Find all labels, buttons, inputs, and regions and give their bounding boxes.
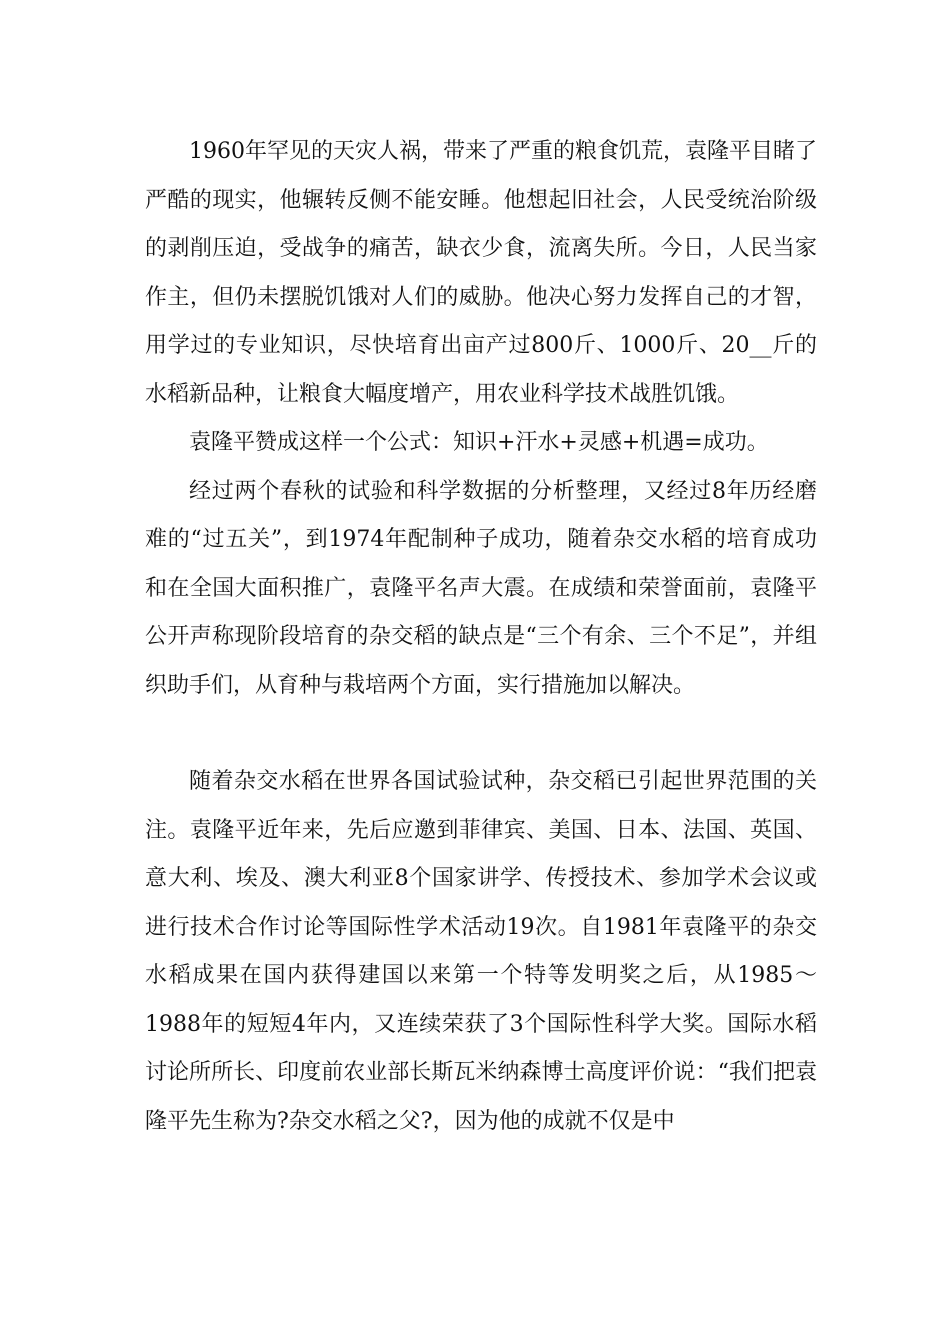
paragraph-international: 随着杂交水稻在世界各国试验试种，杂交稻已引起世界范围的关注。袁隆平近年来，先后应邀到菲律宾、美国、日本、法国、英国、意大利、埃及、澳大利亚8个国家讲学、传授技术、参加学术会议或进行技术合作讨论等国际性学术活动19次。自1981年袁隆平的杂交水稻成果在国内获得建国以来第一个特等发明奖之后，从1985～1988年的短短4年内，又连续荣获了3个国际性科学大奖。国际水稻讨论所所长、印度前农业部长斯瓦米纳森博士高度评价说：“我们把袁隆平先生称为?杂交水稻之父?，因为他的成就不仅是中: [145, 769, 817, 1134]
paragraph-formula: 袁隆平赞成这样一个公式：知识+汗水+灵感+机遇=成功。: [189, 430, 769, 455]
paragraph-gap: [145, 710, 817, 758]
document-body: [145, 128, 817, 1146]
paragraph-success: 经过两个春秋的试验和科学数据的分析整理，又经过8年历经磨难的“过五关”，到1974年配制种子成功，随着杂交水稻的培育成功和在全国大面积推广，袁隆平名声大震。在成绩和荣誉面前，袁隆平公开声称现阶段培育的杂交稻的缺点是“三个有余、三个不足”，并组织助手们，从育种与栽培两个方面，实行措施加以解决。: [145, 478, 817, 698]
paragraph-famine: 1960年罕见的天灾人祸，带来了严重的粮食饥荒，袁隆平目睹了严酷的现实，他辗转反侧不能安睡。他想起旧社会，人民受统治阶级的剥削压迫，受战争的痛苦，缺衣少食，流离失所。今日，人民当家作主，但仍未摆脱饥饿对人们的威胁。他决心努力发挥自己的才智，用学过的专业知识，尽快培育出亩产过800斤、1000斤、20__斤的水稻新品种，让粮食大幅度增产，用农业科学技术战胜饥饿。: [145, 139, 817, 407]
